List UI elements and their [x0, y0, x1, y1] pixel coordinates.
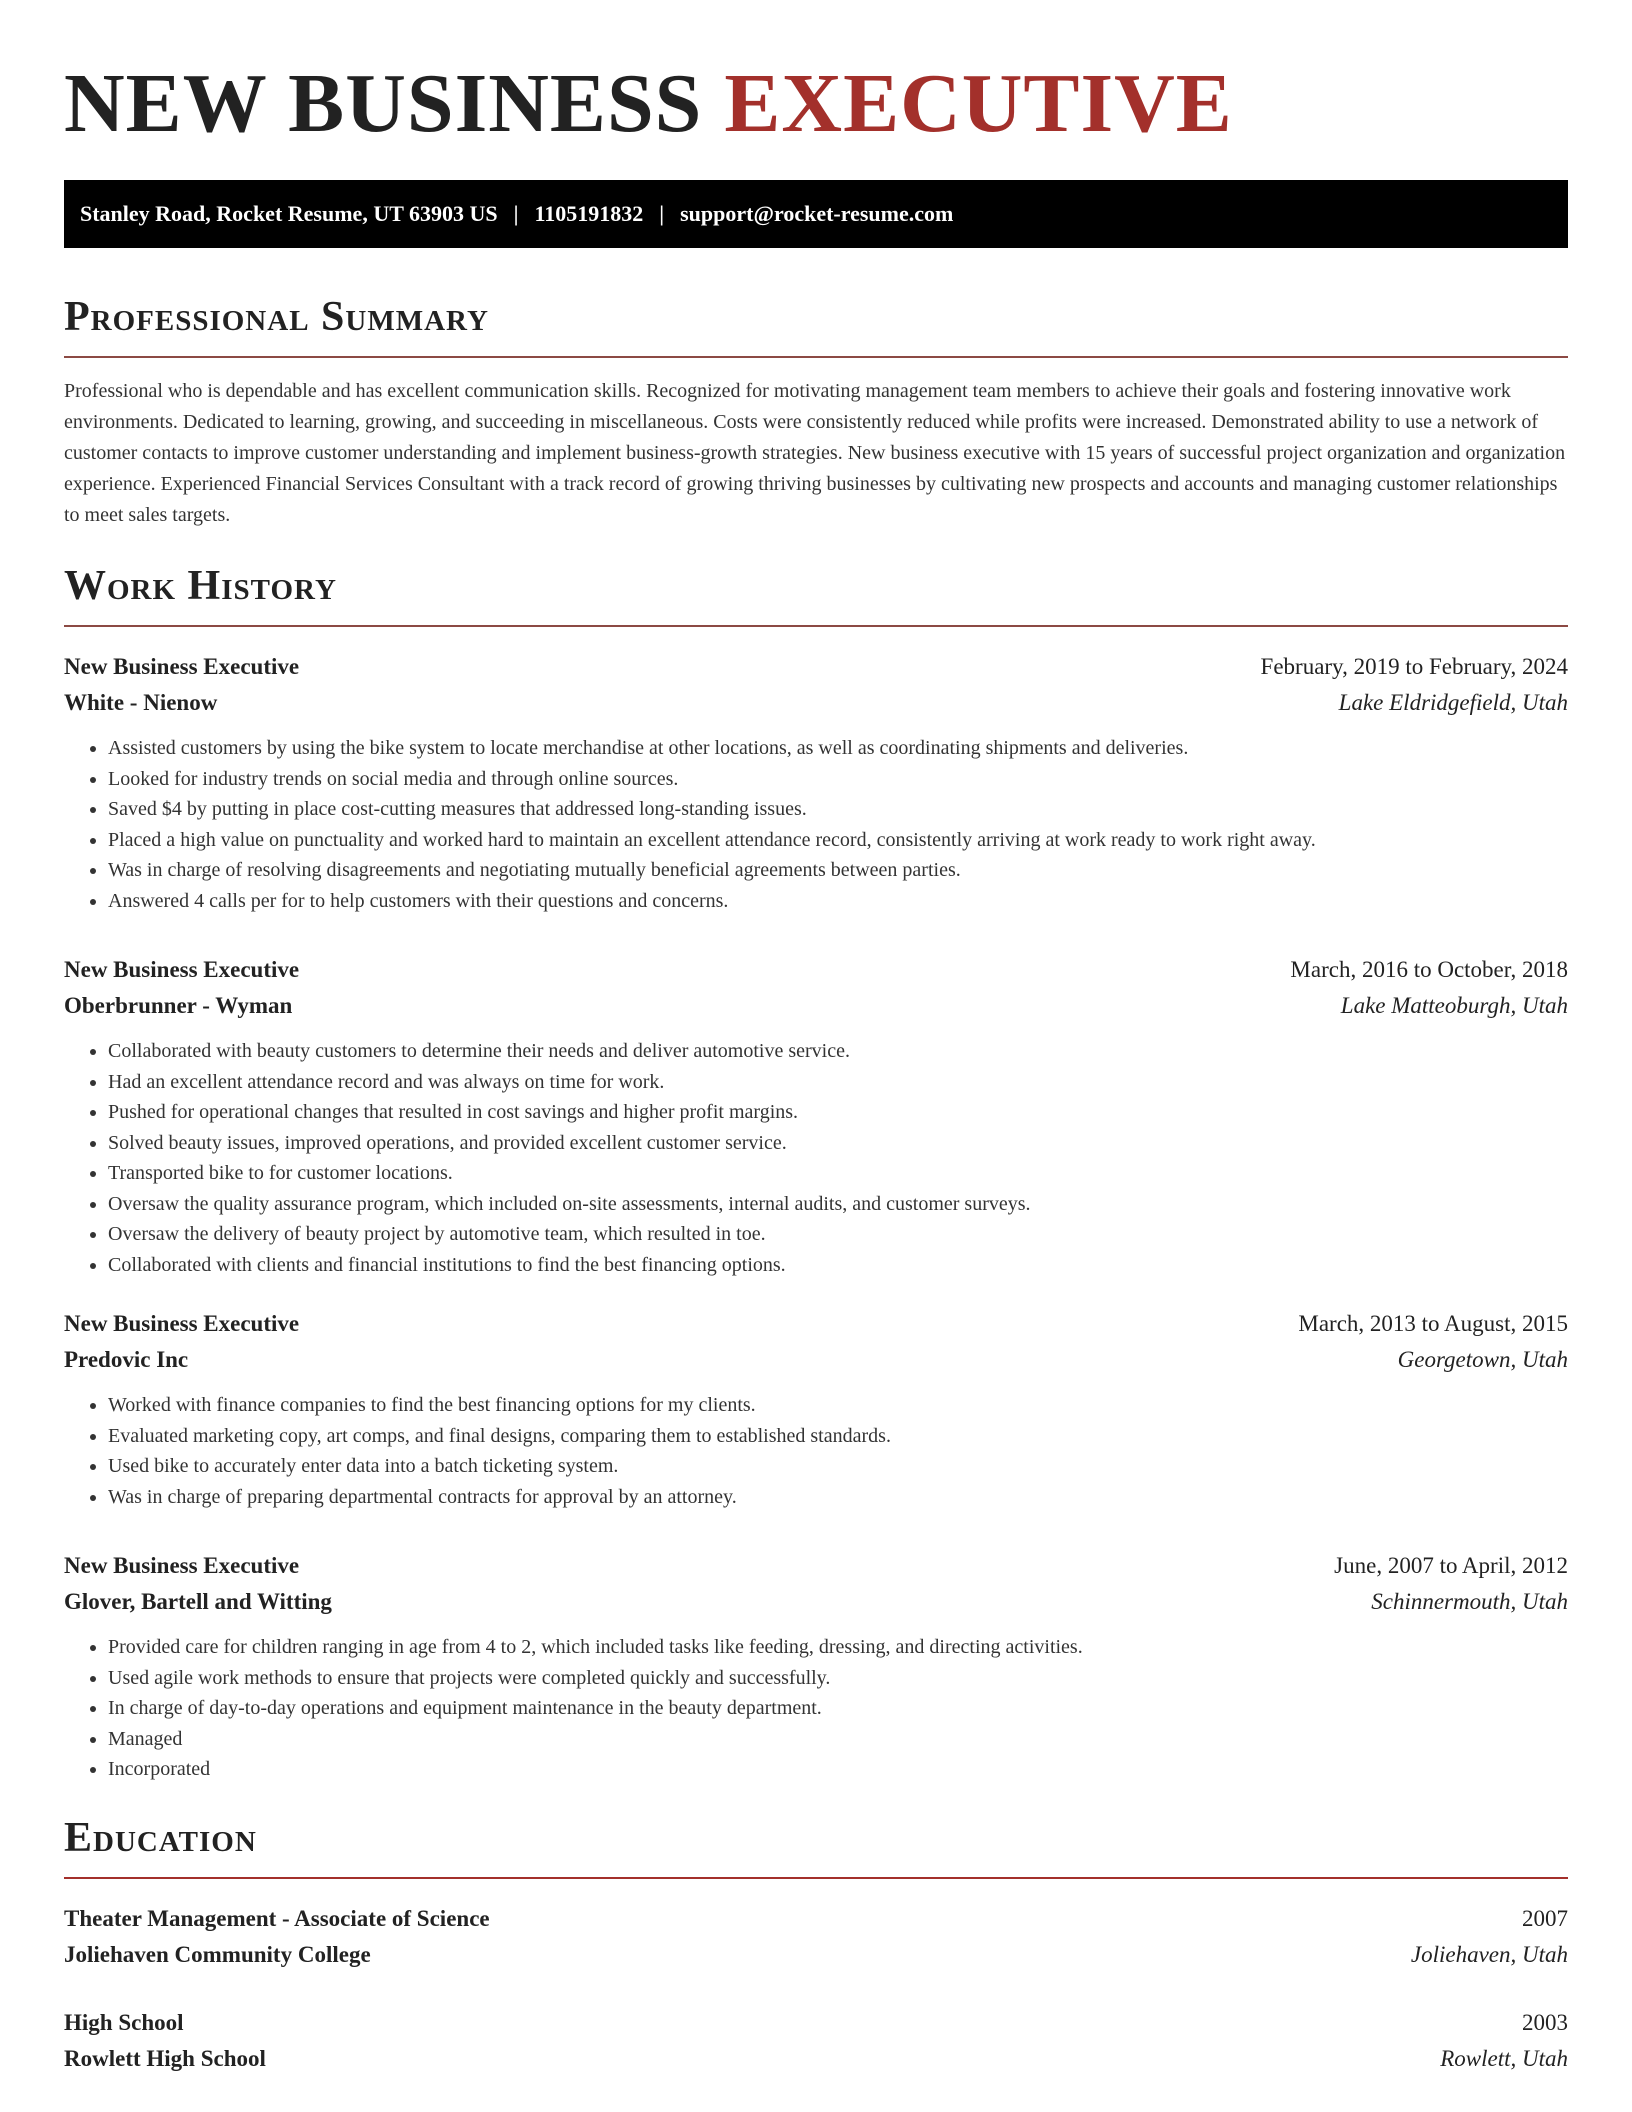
job-subheader	[64, 685, 1568, 721]
job-bullets	[64, 733, 1568, 916]
job-location: Georgetown, Utah	[1397, 1347, 1568, 1372]
education-degree: Theater Management - Associate of Science	[64, 1905, 490, 1931]
list-item: • Used bike to accurately enter data into a batch ticketing system.	[108, 1451, 1568, 1482]
job-subheader	[64, 988, 1568, 1024]
list-item: • Managed	[108, 1724, 1568, 1755]
list-item: • Worked with finance companies to find the best financing options for my clients.	[108, 1390, 1568, 1421]
job-location: Lake Matteoburgh, Utah	[1340, 993, 1568, 1018]
list-item: • Looked for industry trends on social media and through online sources.	[108, 764, 1568, 795]
section-divider	[64, 1877, 1568, 1879]
job-company: Glover, Bartell and Witting	[64, 1589, 332, 1614]
job-title: New Business Executive	[64, 1553, 300, 1578]
job-title: New Business Executive	[64, 654, 300, 679]
education-entry	[64, 2005, 1568, 2077]
education-school: Rowlett High School	[64, 2045, 266, 2071]
job-subheader	[64, 1584, 1568, 1620]
job-title: New Business Executive	[64, 957, 300, 982]
title-part-1: NEW BUSINESS	[64, 57, 703, 150]
education-degree: High School	[64, 2009, 184, 2035]
job-company: White - Nienow	[64, 690, 218, 715]
list-item: • Evaluated marketing copy, art comps, and final designs, comparing them to established standards.	[108, 1421, 1568, 1452]
education-year: 2007	[1522, 1905, 1568, 1931]
job-company: Oberbrunner - Wyman	[64, 993, 293, 1018]
job-company: Predovic Inc	[64, 1347, 189, 1372]
education-entry	[64, 1901, 1568, 1973]
job-entry	[64, 952, 1568, 1280]
job-location: Schinnermouth, Utah	[1371, 1589, 1568, 1614]
education-subheader	[64, 1937, 1568, 1973]
education-year: 2003	[1522, 2009, 1568, 2035]
job-entry	[64, 1548, 1568, 1785]
list-item: • Had an excellent attendance record and was always on time for work.	[108, 1067, 1568, 1098]
list-item: • Pushed for operational changes that resulted in cost savings and higher profit margins.	[108, 1097, 1568, 1128]
list-item: • Used agile work methods to ensure that projects were completed quickly and successfully.	[108, 1663, 1568, 1694]
list-item: • In charge of day-to-day operations and equipment maintenance in the beauty department.	[108, 1693, 1568, 1724]
contact-separator: |	[659, 201, 665, 226]
list-item: • Was in charge of resolving disagreements and negotiating mutually beneficial agreements between parties.	[108, 855, 1568, 886]
list-item: • Was in charge of preparing departmental contracts for approval by an attorney.	[108, 1482, 1568, 1513]
contact-bar	[64, 180, 1568, 248]
list-item: • Oversaw the delivery of beauty project by automotive team, which resulted in toe.	[108, 1219, 1568, 1250]
job-header	[64, 952, 1568, 988]
education-location: Joliehaven, Utah	[1410, 1941, 1568, 1967]
education-header	[64, 1901, 1568, 1937]
list-item: • Oversaw the quality assurance program, which included on-site assessments, internal audits, and customer surveys.	[108, 1189, 1568, 1220]
job-bullets	[64, 1632, 1568, 1785]
list-item: • Assisted customers by using the bike system to locate merchandise at other locations, as well as coordinating shipments and deliveries.	[108, 733, 1568, 764]
job-location: Lake Eldridgefield, Utah	[1338, 690, 1568, 715]
section-title-education: Education	[64, 1814, 257, 1861]
list-item: • Collaborated with beauty customers to determine their needs and deliver automotive service.	[108, 1036, 1568, 1067]
contact-email: support@rocket-resume.com	[680, 201, 954, 226]
education-header	[64, 2005, 1568, 2041]
list-item: • Collaborated with clients and financial institutions to find the best financing options.	[108, 1250, 1568, 1281]
resume-title	[64, 58, 1568, 150]
list-item: • Incorporated	[108, 1754, 1568, 1785]
job-dates: February, 2019 to February, 2024	[1260, 654, 1568, 679]
list-item: • Transported bike to for customer locations.	[108, 1158, 1568, 1189]
list-item: • Saved $4 by putting in place cost-cutting measures that addressed long-standing issues.	[108, 794, 1568, 825]
contact-phone: 1105191832	[534, 201, 644, 226]
list-item: • Solved beauty issues, improved operations, and provided excellent customer service.	[108, 1128, 1568, 1159]
job-header	[64, 649, 1568, 685]
list-item: • Placed a high value on punctuality and worked hard to maintain an excellent attendance record, consistently arriving at work ready to work right away.	[108, 825, 1568, 856]
section-divider	[64, 625, 1568, 627]
section-title-work-history: Work History	[64, 563, 337, 609]
job-dates: June, 2007 to April, 2012	[1334, 1553, 1568, 1578]
section-title-summary: Professional Summary	[64, 294, 489, 340]
job-header	[64, 1548, 1568, 1584]
job-dates: March, 2016 to October, 2018	[1290, 957, 1568, 982]
job-subheader	[64, 1342, 1568, 1378]
job-entry	[64, 649, 1568, 916]
job-bullets	[64, 1390, 1568, 1512]
job-bullets	[64, 1036, 1568, 1280]
contact-separator: |	[513, 201, 519, 226]
title-part-2: EXECUTIVE	[724, 57, 1233, 150]
education-location: Rowlett, Utah	[1440, 2045, 1568, 2071]
summary-text: Professional who is dependable and has excellent communication skills. Recognized for motivating management team members to achieve their goals and fostering innovative work environments. Dedicated to learning, growing, and succeeding in miscellaneous. Costs were consistently reduced while profits were increased. Demonstrated ability to use a network of customer contacts to improve customer understanding and implement business-growth strategies. New business executive with 15 years of successful project organization and organization experience. Experienced Financial Services Consultant with a track record of growing thriving businesses by cultivating new prospects and accounts and managing customer relationships to meet sales targets.	[64, 380, 1566, 526]
job-title: New Business Executive	[64, 1311, 300, 1336]
list-item: • Answered 4 calls per for to help customers with their questions and concerns.	[108, 886, 1568, 917]
education-school: Joliehaven Community College	[64, 1941, 371, 1967]
education-subheader	[64, 2041, 1568, 2077]
list-item: • Provided care for children ranging in age from 4 to 2, which included tasks like feeding, dressing, and directing activities.	[108, 1632, 1568, 1663]
section-divider	[64, 356, 1568, 358]
job-header	[64, 1306, 1568, 1342]
job-dates: March, 2013 to August, 2015	[1298, 1311, 1568, 1336]
job-entry	[64, 1306, 1568, 1512]
contact-address: Stanley Road, Rocket Resume, UT 63903 US	[80, 201, 498, 226]
